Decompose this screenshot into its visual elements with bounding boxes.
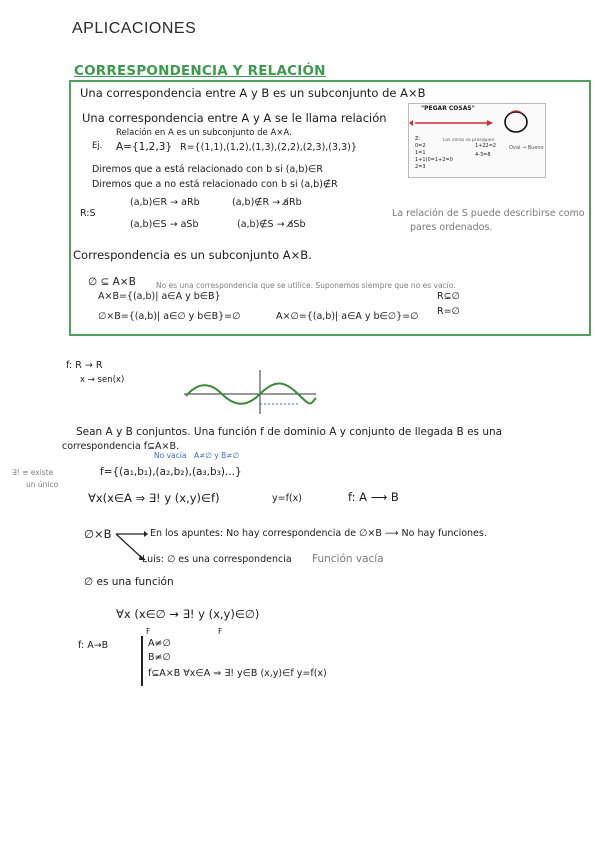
line-relation-def: Una correspondencia entre A y A se le llama relación <box>82 111 387 125</box>
empty-is-function: ∅ es una función <box>84 576 174 588</box>
forall-condition: ∀x(x∈A ⇒ ∃! y (x,y)∈f) <box>88 491 220 505</box>
ej-set: A={1,2,3} <box>116 141 173 153</box>
f-a-to-b: f: A→B <box>78 640 109 651</box>
axempty-definition: A×∅={(a,b)| a∈A y b∈∅}=∅ <box>276 311 419 322</box>
luis-note: Luis: ∅ es una correspondencia <box>142 554 292 565</box>
blue-note-sets: A≠∅ y B≠∅ <box>194 451 240 460</box>
inset-right-0: 1+22=2 <box>475 143 497 149</box>
rel-line-2: Diremos que a no está relacionado con b si (a,b)∉R <box>92 179 338 190</box>
rs-1a: (a,b)∈R → aRb <box>130 197 200 208</box>
inset-mid-note: Los ceros se prosiguen <box>443 138 495 143</box>
inset-left-1: 0=2 <box>415 143 426 149</box>
rs-2b: (a,b)∉S → a̸Sb <box>237 219 306 230</box>
func-text-2: correspondencia f⊆A×B. <box>62 441 180 452</box>
forall-empty: ∀x (x∈∅ → ∃! y (x,y)∈∅) <box>116 607 260 621</box>
empty-subset-note: No es una correspondencia que se utilice. Suponemos siempre que no es vacío. <box>156 281 456 290</box>
corr-subset-line: Correspondencia es un subconjunto A×B. <box>73 248 312 262</box>
funcion-vacia: Función vacía <box>312 553 384 565</box>
emptyxb-definition: ∅×B={(a,b)| a∈∅ y b∈B}=∅ <box>98 311 241 322</box>
condition-bar <box>141 636 143 686</box>
blue-note-nonempty: No vacía <box>154 451 187 460</box>
sub-f-2: F <box>218 627 223 636</box>
inset-title: "PEGAR COSAS" <box>421 105 475 112</box>
func-text-1: Sean A y B conjuntos. Una función f de dominio A y conjunto de llegada B es una <box>76 426 503 438</box>
inset-left-3: 1+1(0=1+2=0 <box>415 157 453 163</box>
note-line-1: La relación de S puede describirse como <box>392 208 585 219</box>
inset-left-4: 2=3 <box>415 164 426 170</box>
inset-right-1: 4-3=8 <box>475 152 491 158</box>
f-maps-a-to-b: f: A ⟶ B <box>348 490 399 504</box>
inset-left-0: Z: <box>415 136 421 142</box>
apuntes-note: En los apuntes: No hay correspondencia de ∅×B ⟶ No hay funciones. <box>150 528 487 539</box>
side-note-unique: un único <box>26 480 59 489</box>
cond-a-nonempty: A≠∅ <box>148 638 171 649</box>
pasted-sketch-inset <box>408 103 546 178</box>
r-equals-empty: R=∅ <box>437 306 460 317</box>
rs-label: R:S <box>80 208 96 219</box>
ej-label: Ej. <box>92 141 103 151</box>
y-equals-fx: y=f(x) <box>272 493 302 504</box>
line-relation-sub: Relación en A es un subconjunto de A×A. <box>116 128 292 138</box>
cond-b-nonempty: B≠∅ <box>148 652 171 663</box>
cond-function: f⊆A×B ∀x∈A ⇒ ∃! y∈B (x,y)∈f y=f(x) <box>148 668 327 679</box>
note-line-2: pares ordenados. <box>410 222 493 233</box>
branch-arrow-bottom <box>116 534 142 558</box>
r-subset-empty: R⊆∅ <box>437 291 460 302</box>
empty-cross-b: ∅×B <box>84 527 112 541</box>
func-map: x → sen(x) <box>80 375 125 385</box>
section-heading: CORRESPONDENCIA Y RELACIÓN <box>74 63 326 79</box>
sub-f-1: F <box>146 627 151 636</box>
inset-oval <box>505 112 527 132</box>
side-note-exists: ∃! ≡ existe <box>12 468 54 477</box>
line-correspondence-def: Una correspondencia entre A y B es un subconjunto de A×B <box>80 86 426 100</box>
sine-graph <box>180 368 320 416</box>
func-def: f: R → R <box>66 360 103 371</box>
inset-red-arrowtail <box>409 120 413 126</box>
rel-line-1: Diremos que a está relacionado con b si (a,b)∈R <box>92 164 323 175</box>
inset-red-arrowhead <box>487 120 493 126</box>
ej-relation: R={(1,1),(1,2),(1,3),(2,2),(2,3),(3,3)} <box>180 142 357 153</box>
f-set-notation: f={(a₁,b₁),(a₂,b₂),(a₃,b₃)...} <box>100 466 242 478</box>
inset-right-stack <box>475 142 496 160</box>
inset-arrow-note: Oval → Bueno <box>509 145 544 151</box>
axb-definition: A×B={(a,b)| a∈A y b∈B} <box>98 291 221 302</box>
empty-subset: ∅ ⊆ A×B <box>88 276 136 288</box>
page-title: APLICACIONES <box>72 20 197 37</box>
inset-left-2: 1=1 <box>415 150 426 156</box>
rs-2a: (a,b)∈S → aSb <box>130 219 199 230</box>
rs-1b: (a,b)∉R → a̸Rb <box>232 197 302 208</box>
